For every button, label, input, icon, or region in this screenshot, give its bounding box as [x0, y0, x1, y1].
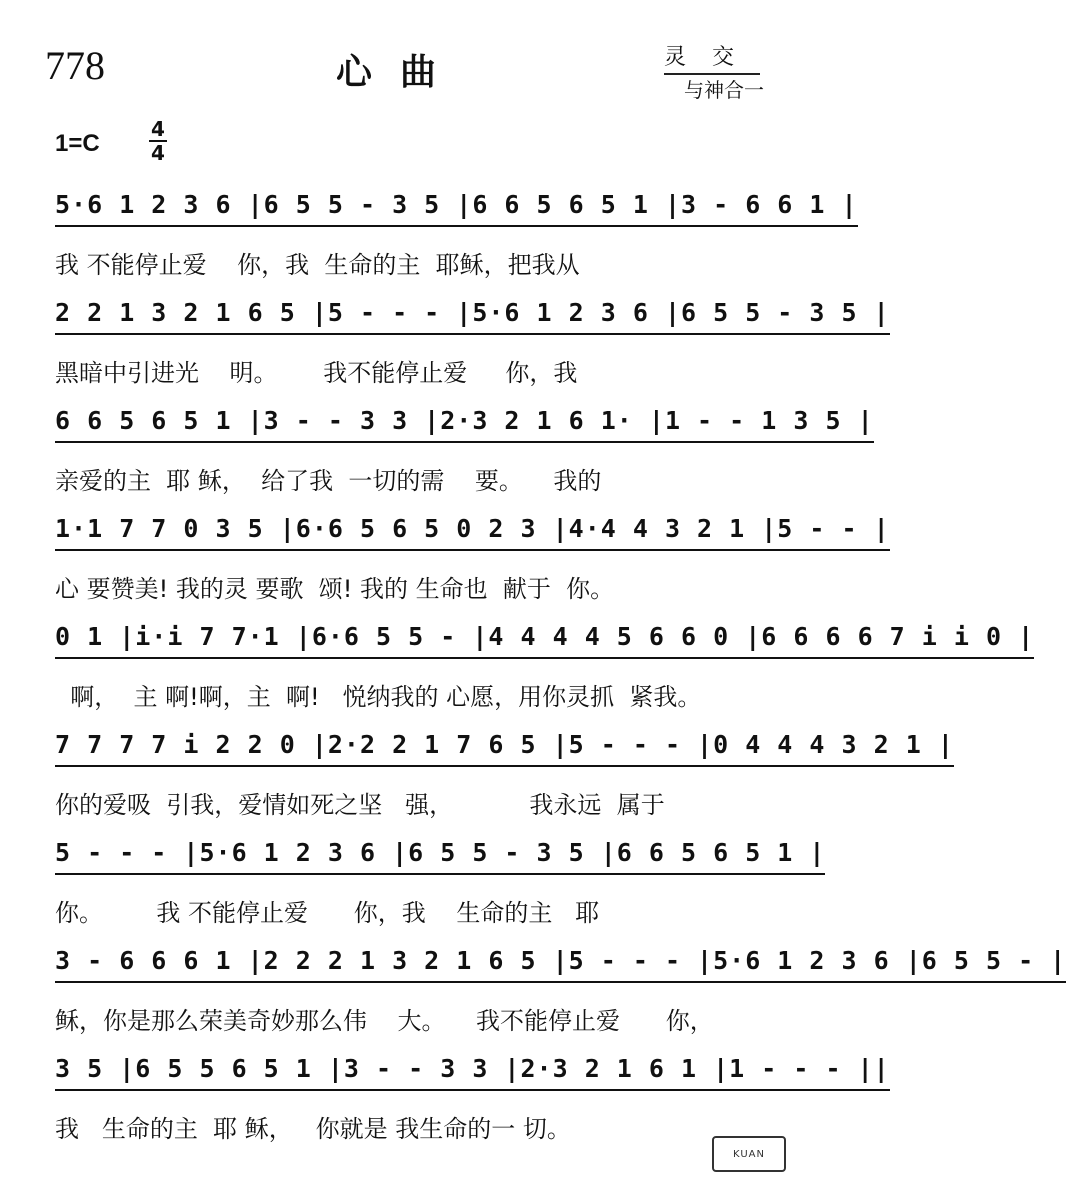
- score-lines: [55, 185, 1066, 1157]
- time-signature-bottom: 4: [151, 141, 165, 165]
- notation-line: 5 - - - |5·6 1 2 3 6 |6 5 5 - 3 5 |6 6 5 6 5 1 |: [55, 833, 825, 875]
- score-line: [55, 185, 858, 293]
- notation-line: 7 7 7 7 i 2 2 0 |2·2 2 1 7 6 5 |5 - - - |0 4 4 4 3 2 1 |: [55, 725, 954, 767]
- score-line: [55, 1049, 890, 1157]
- score-line: [55, 833, 826, 941]
- lyric-line: 你的爱吸 引我，爱情如死之坚 强， 我永远 属于: [55, 791, 665, 819]
- notation-line: 2 2 1 3 2 1 6 5 |5 - - - |5·6 1 2 3 6 |6 5 5 - 3 5 |: [55, 293, 890, 335]
- notation-line: 3 - 6 6 6 1 |2 2 2 1 3 2 1 6 5 |5 - - - |5·6 1 2 3 6 |6 5 5 - |: [55, 941, 1066, 983]
- score-header: [0, 0, 800, 120]
- notation-line: 3 5 |6 5 5 6 5 1 |3 - - 3 3 |2·3 2 1 6 1 |1 - - - ||: [55, 1049, 890, 1091]
- lyric-line: 心 要赞美! 我的灵 要歌 颂! 我的 生命也 献于 你。: [55, 575, 615, 603]
- song-subtitle: 与神合一: [684, 78, 764, 102]
- time-signature: [148, 118, 168, 164]
- lyric-line: 我 不能停止爱 你，我 生命的主 耶稣，把我从: [55, 251, 580, 279]
- song-title: 心曲: [335, 51, 464, 93]
- key-signature: 1=C: [55, 130, 100, 157]
- score-line: [55, 509, 890, 617]
- notation-line: 1·1 7 7 0 3 5 |6·6 5 6 5 0 2 3 |4·4 4 3 2 1 |5 - - |: [55, 509, 890, 551]
- notation-line: 5·6 1 2 3 6 |6 5 5 - 3 5 |6 6 5 6 5 1 |3 - 6 6 1 |: [55, 185, 858, 227]
- lyric-line: 你。 我 不能停止爱 你，我 生命的主 耶: [55, 899, 600, 927]
- lyric-line: 亲爱的主 耶 稣， 给了我 一切的需 要。 我的: [55, 467, 602, 495]
- site-logo: KUAN: [712, 1136, 786, 1172]
- song-number: 778: [45, 43, 105, 88]
- score-line: [55, 401, 874, 509]
- lyric-line: 稣，你是那么荣美奇妙那么伟 大。 我不能停止爱 你，: [55, 1007, 714, 1035]
- lyric-line: 我 生命的主 耶 稣， 你就是 我生命的一 切。: [55, 1115, 571, 1143]
- notation-line: 6 6 5 6 5 1 |3 - - 3 3 |2·3 2 1 6 1· |1 - - 1 3 5 |: [55, 401, 874, 443]
- song-category: 灵交: [664, 40, 760, 75]
- time-signature-top: 4: [151, 117, 165, 141]
- score-line: [55, 941, 1066, 1049]
- score-line: [55, 617, 1035, 725]
- lyric-line: 啊， 主 啊!啊，主 啊! 悦纳我的 心愿，用你灵抓 紧我。: [55, 683, 702, 711]
- lyric-line: 黑暗中引进光 明。 我不能停止爱 你，我: [55, 359, 578, 387]
- notation-line: 0 1 |i·i 7 7·1 |6·6 5 5 - |4 4 4 4 5 6 6 0 |6 6 6 6 7 i i 0 |: [55, 617, 1034, 659]
- score-line: [55, 725, 954, 833]
- score-line: [55, 293, 890, 401]
